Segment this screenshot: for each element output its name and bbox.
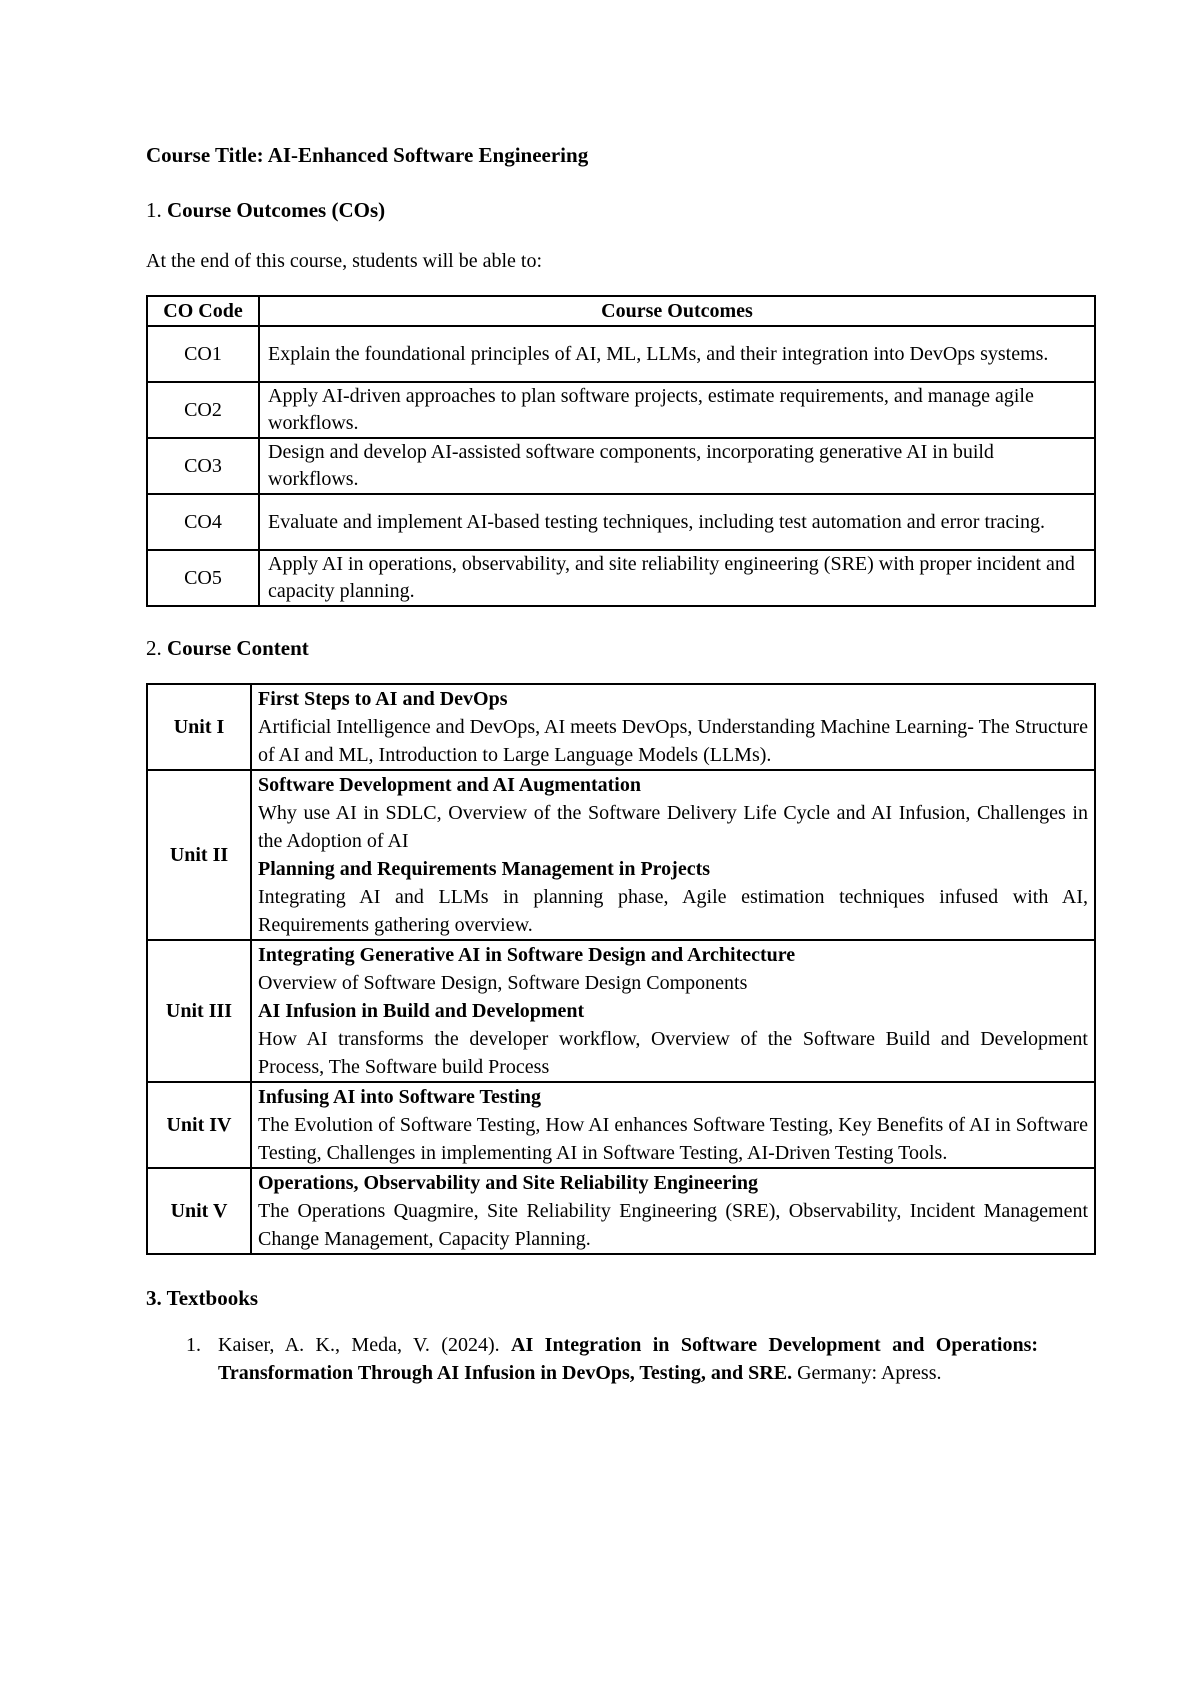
unit-label: Unit V xyxy=(147,1168,251,1254)
table-header-row xyxy=(147,296,1095,326)
list-item-number: 1. xyxy=(186,1334,201,1356)
unit-topic-text: How AI transforms the developer workflow, Overview of the Software Build and Development Process, The Software build Process xyxy=(258,1028,1088,1078)
unit-topic-heading: AI Infusion in Build and Development xyxy=(258,1000,585,1022)
header-course-outcomes: Course Outcomes xyxy=(259,296,1095,326)
unit-topic-heading: Operations, Observability and Site Reliability Engineering xyxy=(258,1172,759,1194)
section-course-content-heading xyxy=(146,633,1096,663)
textbooks-section xyxy=(146,1283,1096,1387)
textbook-list xyxy=(146,1331,1096,1387)
textbook-publisher: Germany: Apress. xyxy=(797,1362,942,1384)
unit-topic-text: The Evolution of Software Testing, How AI enhances Software Testing, Key Benefits of AI in Software Testing, Challenges in implementing AI in Software Testing, AI-Driven Testing Tools. xyxy=(258,1114,1088,1164)
unit-label: Unit III xyxy=(147,940,251,1082)
co-outcome: Evaluate and implement AI-based testing techniques, including test automation and error tracing. xyxy=(259,494,1095,550)
textbook-authors: Kaiser, A. K., Meda, V. (2024). xyxy=(218,1334,500,1356)
section-textbooks-heading: 3. Textbooks xyxy=(146,1286,259,1310)
table-row xyxy=(147,770,1095,940)
table-row xyxy=(147,1168,1095,1254)
table-row xyxy=(147,326,1095,382)
section-number: 1. xyxy=(146,198,162,222)
unit-topic-text: Overview of Software Design, Software Design Components xyxy=(258,972,748,994)
unit-topic-heading: Infusing AI into Software Testing xyxy=(258,1086,542,1108)
section-title: Course Outcomes (COs) xyxy=(167,198,386,222)
unit-description xyxy=(251,940,1095,1082)
section-number: 2. xyxy=(146,636,162,660)
co-outcome: Apply AI-driven approaches to plan software projects, estimate requirements, and manage agile workflows. xyxy=(259,382,1095,438)
unit-label: Unit I xyxy=(147,684,251,770)
table-row xyxy=(147,940,1095,1082)
unit-label: Unit IV xyxy=(147,1082,251,1168)
intro-text: At the end of this course, students will be able to: xyxy=(146,250,543,272)
table-row xyxy=(147,438,1095,494)
co-code: CO2 xyxy=(147,382,259,438)
course-content-table xyxy=(146,683,1096,1255)
co-code: CO1 xyxy=(147,326,259,382)
table-row xyxy=(147,1082,1095,1168)
table-row xyxy=(147,684,1095,770)
co-outcome: Design and develop AI-assisted software components, incorporating generative AI in build workflows. xyxy=(259,438,1095,494)
unit-description xyxy=(251,1082,1095,1168)
unit-description xyxy=(251,1168,1095,1254)
unit-description xyxy=(251,770,1095,940)
co-code: CO4 xyxy=(147,494,259,550)
unit-topic-text: Artificial Intelligence and DevOps, AI meets DevOps, Understanding Machine Learning- The Structure of AI and ML, Introduction to Large Language Models (LLMs). xyxy=(258,716,1088,766)
unit-topic-heading: Software Development and AI Augmentation xyxy=(258,774,641,796)
list-item xyxy=(146,1331,1038,1387)
unit-topic-heading: First Steps to AI and DevOps xyxy=(258,688,508,710)
section-course-outcomes-heading xyxy=(146,195,1096,225)
unit-topic-text: Integrating AI and LLMs in planning phase, Agile estimation techniques infused with AI, Requirements gathering overview. xyxy=(258,886,1088,936)
co-code: CO5 xyxy=(147,550,259,606)
co-code: CO3 xyxy=(147,438,259,494)
unit-description xyxy=(251,684,1095,770)
unit-topic-text: Why use AI in SDLC, Overview of the Software Delivery Life Cycle and AI Infusion, Challenges in the Adoption of AI xyxy=(258,802,1088,852)
document-page xyxy=(146,140,1096,1387)
section-title: Course Content xyxy=(167,636,309,660)
co-outcome: Apply AI in operations, observability, and site reliability engineering (SRE) with proper incident and capacity planning. xyxy=(259,550,1095,606)
table-row xyxy=(147,494,1095,550)
unit-topic-heading: Integrating Generative AI in Software Design and Architecture xyxy=(258,944,796,966)
table-row xyxy=(147,550,1095,606)
unit-topic-heading: Planning and Requirements Management in Projects xyxy=(258,858,711,880)
unit-topic-text: The Operations Quagmire, Site Reliability Engineering (SRE), Observability, Incident Management Change Management, Capacity Planning. xyxy=(258,1200,1088,1250)
course-title: Course Title: AI-Enhanced Software Engineering xyxy=(146,143,589,167)
course-outcomes-table xyxy=(146,295,1096,607)
co-outcome: Explain the foundational principles of AI, ML, LLMs, and their integration into DevOps systems. xyxy=(259,326,1095,382)
unit-label: Unit II xyxy=(147,770,251,940)
header-co-code: CO Code xyxy=(147,296,259,326)
textbook-title: AI Integration in Software Development and Operations: Transformation Through AI Infusion in DevOps, Testing, and SRE. xyxy=(218,1334,1039,1384)
table-row xyxy=(147,382,1095,438)
